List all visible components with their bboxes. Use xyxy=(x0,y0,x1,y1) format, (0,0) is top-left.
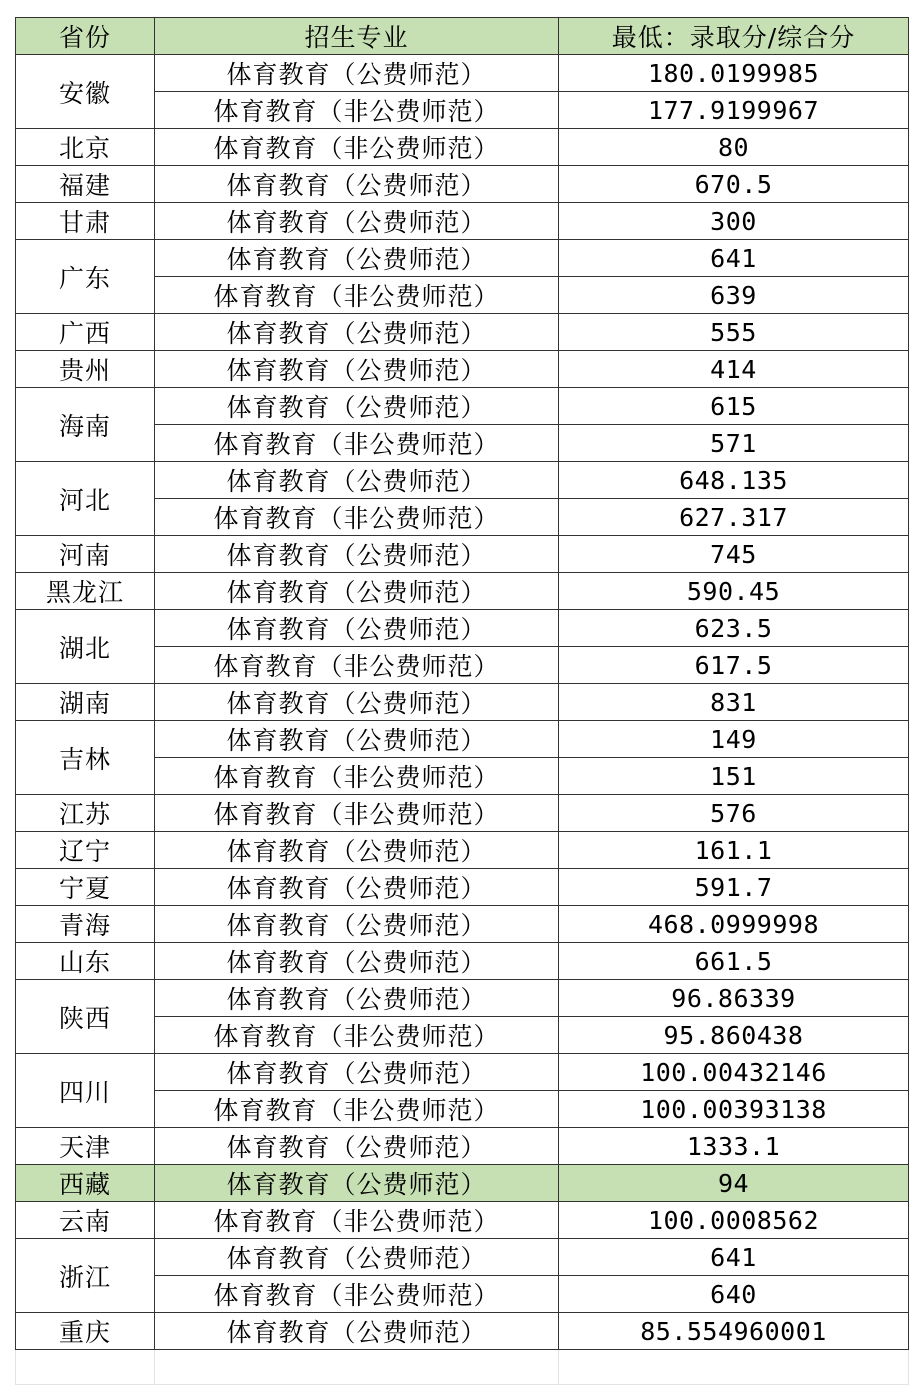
major-cell[interactable]: 体育教育（公费师范） xyxy=(155,721,559,758)
major-cell[interactable]: 体育教育（公费师范） xyxy=(155,943,559,980)
score-cell[interactable]: 100.0008562 xyxy=(559,1202,909,1239)
table-row xyxy=(16,240,909,277)
table-row xyxy=(16,610,909,647)
major-cell[interactable]: 体育教育（公费师范） xyxy=(155,906,559,943)
score-cell[interactable]: 151 xyxy=(559,758,909,795)
header-province[interactable]: 省份 xyxy=(16,18,155,55)
major-cell[interactable]: 体育教育（非公费师范） xyxy=(155,1091,559,1128)
header-row xyxy=(16,18,909,55)
major-cell[interactable]: 体育教育（公费师范） xyxy=(155,55,559,92)
province-cell[interactable]: 广东 xyxy=(16,240,155,314)
province-cell[interactable]: 湖北 xyxy=(16,610,155,684)
header-score[interactable]: 最低：录取分/综合分 xyxy=(559,18,909,55)
province-cell[interactable]: 福建 xyxy=(16,166,155,203)
major-cell[interactable]: 体育教育（公费师范） xyxy=(155,869,559,906)
province-cell[interactable]: 北京 xyxy=(16,129,155,166)
empty-cell[interactable] xyxy=(559,1350,909,1385)
score-cell[interactable]: 85.554960001 xyxy=(559,1313,909,1350)
major-cell[interactable]: 体育教育（公费师范） xyxy=(155,1054,559,1091)
empty-cell[interactable] xyxy=(155,1350,559,1385)
province-cell[interactable]: 西藏 xyxy=(16,1165,155,1202)
score-cell[interactable]: 831 xyxy=(559,684,909,721)
table-row xyxy=(16,314,909,351)
province-cell[interactable]: 云南 xyxy=(16,1202,155,1239)
province-cell[interactable]: 江苏 xyxy=(16,795,155,832)
major-cell[interactable]: 体育教育（公费师范） xyxy=(155,203,559,240)
score-cell[interactable]: 80 xyxy=(559,129,909,166)
major-cell[interactable]: 体育教育（公费师范） xyxy=(155,1128,559,1165)
score-cell[interactable]: 576 xyxy=(559,795,909,832)
major-cell[interactable]: 体育教育（公费师范） xyxy=(155,832,559,869)
major-cell[interactable]: 体育教育（公费师范） xyxy=(155,684,559,721)
table-row xyxy=(16,351,909,388)
table-row xyxy=(16,203,909,240)
province-cell[interactable]: 广西 xyxy=(16,314,155,351)
score-cell[interactable]: 414 xyxy=(559,351,909,388)
table-row xyxy=(16,129,909,166)
major-cell[interactable]: 体育教育（公费师范） xyxy=(155,351,559,388)
major-cell[interactable]: 体育教育（非公费师范） xyxy=(155,499,559,536)
score-cell[interactable]: 555 xyxy=(559,314,909,351)
score-cell[interactable]: 149 xyxy=(559,721,909,758)
table-row xyxy=(16,869,909,906)
header-major[interactable]: 招生专业 xyxy=(155,18,559,55)
major-cell[interactable]: 体育教育（公费师范） xyxy=(155,166,559,203)
score-cell[interactable]: 590.45 xyxy=(559,573,909,610)
major-cell[interactable]: 体育教育（非公费师范） xyxy=(155,1276,559,1313)
province-cell[interactable]: 河北 xyxy=(16,462,155,536)
score-cell[interactable]: 661.5 xyxy=(559,943,909,980)
province-cell[interactable]: 吉林 xyxy=(16,721,155,795)
score-cell[interactable]: 468.0999998 xyxy=(559,906,909,943)
score-cell[interactable]: 648.135 xyxy=(559,462,909,499)
province-cell[interactable]: 天津 xyxy=(16,1128,155,1165)
major-cell[interactable]: 体育教育（非公费师范） xyxy=(155,277,559,314)
score-cell[interactable]: 100.00432146 xyxy=(559,1054,909,1091)
score-cell[interactable]: 96.86339 xyxy=(559,980,909,1017)
major-cell[interactable]: 体育教育（公费师范） xyxy=(155,462,559,499)
table-row xyxy=(16,536,909,573)
province-cell[interactable]: 山东 xyxy=(16,943,155,980)
table-row xyxy=(16,795,909,832)
major-cell[interactable]: 体育教育（非公费师范） xyxy=(155,795,559,832)
province-cell[interactable]: 宁夏 xyxy=(16,869,155,906)
major-cell[interactable]: 体育教育（公费师范） xyxy=(155,573,559,610)
score-cell[interactable]: 641 xyxy=(559,240,909,277)
table-row xyxy=(16,1239,909,1276)
province-cell[interactable]: 重庆 xyxy=(16,1313,155,1350)
province-cell[interactable]: 海南 xyxy=(16,388,155,462)
table-row xyxy=(16,980,909,1017)
empty-row xyxy=(16,1350,909,1385)
major-cell[interactable]: 体育教育（公费师范） xyxy=(155,1165,559,1202)
score-cell[interactable]: 627.317 xyxy=(559,499,909,536)
score-cell[interactable]: 617.5 xyxy=(559,647,909,684)
score-cell[interactable]: 670.5 xyxy=(559,166,909,203)
major-cell[interactable]: 体育教育（公费师范） xyxy=(155,980,559,1017)
major-cell[interactable]: 体育教育（非公费师范） xyxy=(155,129,559,166)
score-cell[interactable]: 641 xyxy=(559,1239,909,1276)
major-cell[interactable]: 体育教育（非公费师范） xyxy=(155,425,559,462)
province-cell[interactable]: 陕西 xyxy=(16,980,155,1054)
province-cell[interactable]: 辽宁 xyxy=(16,832,155,869)
table-row xyxy=(16,684,909,721)
table-row xyxy=(16,832,909,869)
province-cell[interactable]: 四川 xyxy=(16,1054,155,1128)
table-row xyxy=(16,1128,909,1165)
table-row xyxy=(16,388,909,425)
score-cell[interactable]: 623.5 xyxy=(559,610,909,647)
score-cell[interactable]: 100.00393138 xyxy=(559,1091,909,1128)
table-row xyxy=(16,166,909,203)
table-row xyxy=(16,1313,909,1350)
table-row xyxy=(16,721,909,758)
major-cell[interactable]: 体育教育（公费师范） xyxy=(155,1239,559,1276)
score-cell[interactable]: 571 xyxy=(559,425,909,462)
major-cell[interactable]: 体育教育（公费师范） xyxy=(155,536,559,573)
table-row xyxy=(16,906,909,943)
score-cell[interactable]: 177.9199967 xyxy=(559,92,909,129)
major-cell[interactable]: 体育教育（非公费师范） xyxy=(155,758,559,795)
province-cell[interactable]: 贵州 xyxy=(16,351,155,388)
table-row xyxy=(16,943,909,980)
province-cell[interactable]: 青海 xyxy=(16,906,155,943)
score-cell[interactable]: 161.1 xyxy=(559,832,909,869)
major-cell[interactable]: 体育教育（公费师范） xyxy=(155,240,559,277)
score-cell[interactable]: 591.7 xyxy=(559,869,909,906)
table-row xyxy=(16,55,909,92)
score-cell[interactable]: 1333.1 xyxy=(559,1128,909,1165)
empty-cell[interactable] xyxy=(16,1350,155,1385)
score-cell[interactable]: 95.860438 xyxy=(559,1017,909,1054)
major-cell[interactable]: 体育教育（非公费师范） xyxy=(155,647,559,684)
score-cell[interactable]: 300 xyxy=(559,203,909,240)
table-row xyxy=(16,1054,909,1091)
table-row xyxy=(16,462,909,499)
province-cell[interactable]: 甘肃 xyxy=(16,203,155,240)
major-cell[interactable]: 体育教育（非公费师范） xyxy=(155,92,559,129)
major-cell[interactable]: 体育教育（公费师范） xyxy=(155,1313,559,1350)
table-body xyxy=(16,18,909,1385)
table-row xyxy=(16,573,909,610)
table-row xyxy=(16,1165,909,1202)
score-cell[interactable]: 94 xyxy=(559,1165,909,1202)
major-cell[interactable]: 体育教育（非公费师范） xyxy=(155,1017,559,1054)
major-cell[interactable]: 体育教育（非公费师范） xyxy=(155,1202,559,1239)
score-cell[interactable]: 180.0199985 xyxy=(559,55,909,92)
province-cell[interactable]: 安徽 xyxy=(16,55,155,129)
admission-score-table xyxy=(15,17,909,1385)
province-cell[interactable]: 浙江 xyxy=(16,1239,155,1313)
major-cell[interactable]: 体育教育（公费师范） xyxy=(155,610,559,647)
province-cell[interactable]: 黑龙江 xyxy=(16,573,155,610)
province-cell[interactable]: 湖南 xyxy=(16,684,155,721)
score-cell[interactable]: 639 xyxy=(559,277,909,314)
table-row xyxy=(16,1202,909,1239)
major-cell[interactable]: 体育教育（公费师范） xyxy=(155,388,559,425)
major-cell[interactable]: 体育教育（公费师范） xyxy=(155,314,559,351)
score-cell[interactable]: 745 xyxy=(559,536,909,573)
score-cell[interactable]: 615 xyxy=(559,388,909,425)
province-cell[interactable]: 河南 xyxy=(16,536,155,573)
score-cell[interactable]: 640 xyxy=(559,1276,909,1313)
